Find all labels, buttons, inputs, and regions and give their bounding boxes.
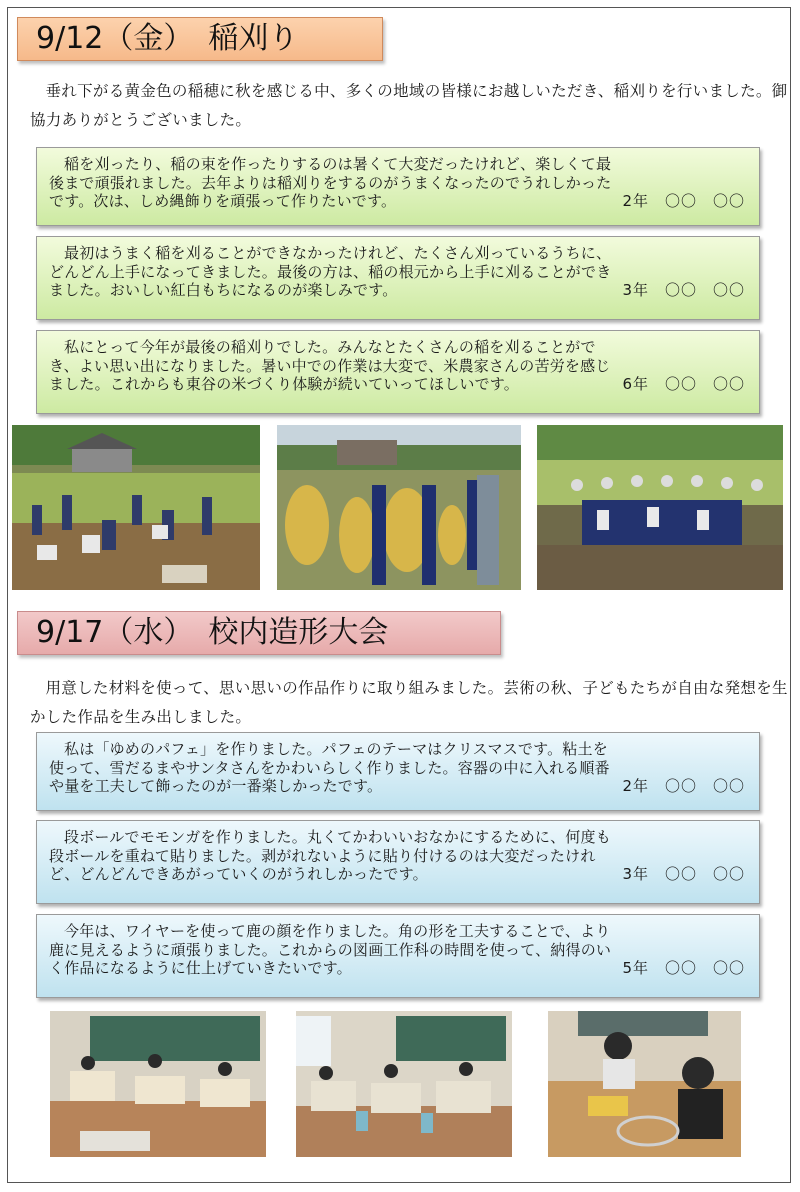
student-comment-card	[36, 914, 760, 998]
student-comment-card	[36, 732, 760, 811]
student-comment-text: 段ボールでモモンガを作りました。丸くてかわいいおなかにするために、何度も段ボールを重ねて貼りました。剥がれないように貼り付けるのは大変だったけれど、どんどんできあがっていくのがうれしかったです。	[49, 828, 611, 883]
student-signature: 2年 〇〇 〇〇	[622, 777, 745, 795]
section-intro-rice-harvest: 垂れ下がる黄金色の稲穂に秋を感じる中、多くの地域の皆様にお越しいただき、稲刈りを行いました。御協力ありがとうございました。	[30, 82, 788, 129]
student-comment-card	[36, 147, 760, 226]
student-signature: 5年 〇〇 〇〇	[622, 959, 745, 977]
photo-group-rice-field	[537, 425, 783, 590]
student-signature: 6年 〇〇 〇〇	[622, 375, 745, 393]
student-comment-card	[36, 820, 760, 904]
student-signature: 3年 〇〇 〇〇	[622, 281, 745, 299]
section-intro-art-contest: 用意した材料を使って、思い思いの作品作りに取り組みました。芸術の秋、子どもたちが自由な発想を生かした作品を生み出しました。	[30, 679, 788, 726]
student-comment-text: 私は「ゆめのパフェ」を作りました。パフェのテーマはクリスマスです。粘土を使って、雪だるまやサンタさんをかわいらしく作りました。容器の中に入れる順番や量を工夫して飾ったのが一番楽しかったです。	[49, 740, 610, 795]
photo-children-carrying-rice	[277, 425, 521, 590]
student-comment-text: 最初はうまく稲を刈ることができなかったけれど、たくさん刈っているうちに、どんどん上手になってきました。最後の方は、稲の根元から上手に刈ることができました。おいしい紅白もちになるのが楽しみです。	[49, 244, 612, 299]
photo-classroom-art-1	[50, 1011, 266, 1157]
photo-wire-deer-craft	[548, 1011, 741, 1157]
student-comment-text: 稲を刈ったり、稲の束を作ったりするのは暑くて大変だったけれど、楽しくて最後まで頑張れました。去年よりは稲刈りをするのがうまくなったのでうれしかったです。次は、しめ縄飾りを頑張って作りたいです。	[49, 155, 612, 210]
student-comment-text: 今年は、ワイヤーを使って鹿の顔を作りました。角の形を工夫することで、より鹿に見えるように頑張りました。これからの図画工作科の時間を使って、納得のいく作品になるように仕上げていきたいです。	[49, 922, 612, 977]
section-title-rice-harvest: 9/12（金） 稲刈り	[17, 17, 383, 61]
student-comment-text: 私にとって今年が最後の稲刈りでした。みんなとたくさんの稲を刈ることができ、よい思い出になりました。暑い中での作業は大変で、米農家さんの苦労を感じました。これからも東谷の米づくり体験が続いていってほしいです。	[49, 338, 611, 393]
student-comment-card	[36, 236, 760, 320]
section-title-art-contest: 9/17（水） 校内造形大会	[17, 611, 501, 655]
student-signature: 3年 〇〇 〇〇	[622, 865, 745, 883]
photo-classroom-art-2	[296, 1011, 512, 1157]
student-comment-card	[36, 330, 760, 414]
photo-rice-field-harvest	[12, 425, 260, 590]
student-signature: 2年 〇〇 〇〇	[622, 192, 745, 210]
